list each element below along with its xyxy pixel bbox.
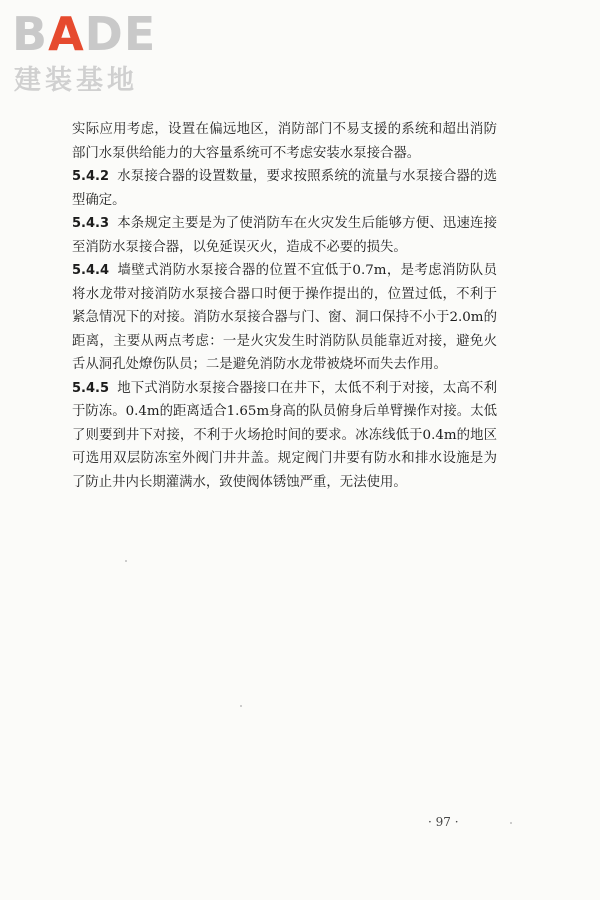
clause-5-4-3 [72,212,497,259]
page-number: · 97 · [428,815,459,829]
clause-5-4-4 [72,259,497,377]
logo-wordmark: BADE [12,7,157,61]
clause-number: 5.4.2 [72,169,110,184]
clause-text: 地下式消防水泵接合器接口在井下，太低不利于对接，太高不利于防冻。0.4m的距离适合1.65m身高的队员俯身后单臂操作对接。太低了则要到井下对接，不利于火场抢时间的要求。冰冻线低于0.4m的地区可选用双层防冻室外阀门井井盖。规定阀门井要有防水和排水设施是为了防止井内长期灌满水，致使阀体锈蚀严重，无法使用。 [72,380,497,490]
paragraph-text: 实际应用考虑，设置在偏远地区，消防部门不易支援的系统和超出消防部门水泵供给能力的大容量系统可不考虑安装水泵接合器。 [72,122,497,161]
clause-text: 本条规定主要是为了使消防车在火灾发生后能够方便、迅速连接至消防水泵接合器，以免延误灭火，造成不必要的损失。 [72,216,497,255]
scan-speck [510,822,512,824]
clause-text: 墙壁式消防水泵接合器的位置不宜低于0.7m，是考虑消防队员将水龙带对接消防水泵接合器口时便于操作提出的，位置过低，不利于紧急情况下的对接。消防水泵接合器与门、窗、洞口保持不小于2.0m的距离，主要从两点考虑：一是火灾发生时消防队员能靠近对接，避免火舌从洞孔处燎伤队员；二是避免消防水龙带被烧坏而失去作用。 [72,263,497,372]
document-body [72,118,497,494]
paragraph-continuation [72,118,497,165]
logo-subtitle: 建装基地 [14,65,138,96]
clause-5-4-5 [72,377,497,495]
bade-logo [12,8,182,98]
scan-speck [125,560,127,562]
clause-number: 5.4.3 [72,216,110,231]
scan-speck [240,705,242,707]
clause-number: 5.4.4 [72,263,110,278]
clause-5-4-2 [72,165,497,212]
clause-number: 5.4.5 [72,380,110,396]
clause-text: 水泵接合器的设置数量，要求按照系统的流量与水泵接合器的选型确定。 [72,169,497,208]
